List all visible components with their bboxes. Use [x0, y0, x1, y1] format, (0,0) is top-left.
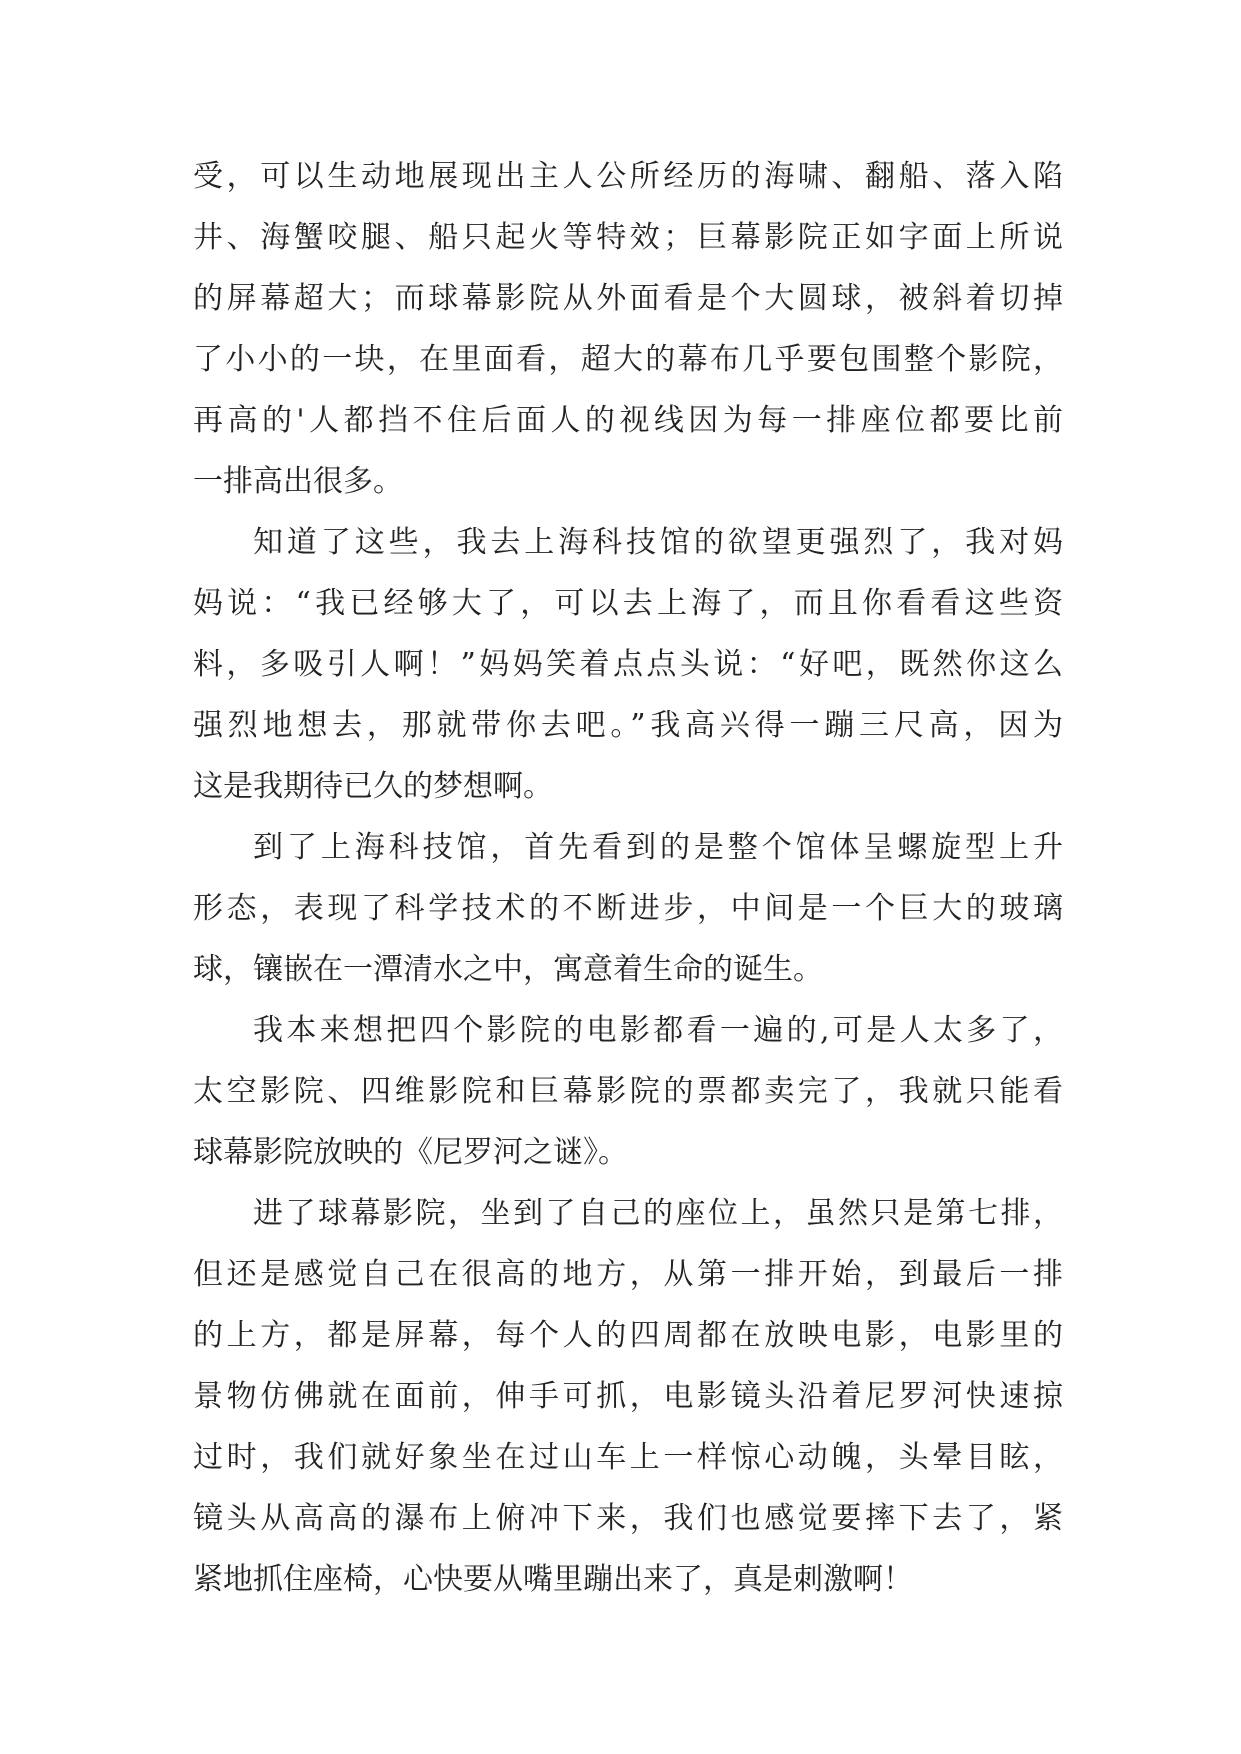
text-line: 紧地抓住座椅，心快要从嘴里蹦出来了，真是刺激啊！	[193, 1562, 913, 1597]
body-text	[193, 155, 1063, 1619]
text-line: 球，镶嵌在一潭清水之中，寓意着生命的诞生。	[193, 952, 823, 987]
paragraph-first-line: 到了上海科技馆，首先看到的是整个馆体呈螺旋型上升	[253, 830, 1063, 865]
text-line: 太空影院、四维影院和巨幕影院的票都卖完了，我就只能看	[193, 1074, 1063, 1109]
text-line: 的上方，都是屏幕，每个人的四周都在放映电影，电影里的	[193, 1318, 1063, 1353]
text-line: 强烈地想去，那就带你去吧。”我高兴得一蹦三尺高，因为	[193, 708, 1063, 743]
text-line: 但还是感觉自己在很高的地方，从第一排开始，到最后一排	[193, 1257, 1063, 1292]
paragraph-first-line: 进了球幕影院，坐到了自己的座位上，虽然只是第七排，	[253, 1196, 1063, 1231]
text-line: 镜头从高高的瀑布上俯冲下来，我们也感觉要摔下去了，紧	[193, 1501, 1063, 1536]
text-line: 料，多吸引人啊！”妈妈笑着点点头说：“好吧，既然你这么	[193, 647, 1063, 682]
text-line: 再高的'人都挡不住后面人的视线因为每一排座位都要比前	[193, 403, 1063, 438]
paragraph-first-line: 我本来想把四个影院的电影都看一遍的,可是人太多了，	[253, 1013, 1063, 1048]
text-line: 景物仿佛就在面前，伸手可抓，电影镜头沿着尼罗河快速掠	[193, 1379, 1063, 1414]
paragraph-first-line: 知道了这些，我去上海科技馆的欲望更强烈了，我对妈	[253, 525, 1063, 560]
text-line: 形态，表现了科学技术的不断进步，中间是一个巨大的玻璃	[193, 891, 1063, 926]
text-line: 过时，我们就好象坐在过山车上一样惊心动魄，头晕目眩，	[193, 1440, 1063, 1475]
text-line: 受，可以生动地展现出主人公所经历的海啸、翻船、落入陷	[193, 159, 1063, 194]
text-line: 妈说：“我已经够大了，可以去上海了，而且你看看这些资	[193, 586, 1063, 621]
text-line: 的屏幕超大；而球幕影院从外面看是个大圆球，被斜着切掉	[193, 281, 1063, 316]
text-line: 井、海蟹咬腿、船只起火等特效；巨幕影院正如字面上所说	[193, 220, 1063, 255]
text-line: 这是我期待已久的梦想啊。	[193, 769, 553, 804]
text-line: 了小小的一块，在里面看，超大的幕布几乎要包围整个影院，	[193, 342, 1063, 377]
text-line: 球幕影院放映的《尼罗河之谜》。	[193, 1135, 628, 1170]
text-line: 一排高出很多。	[193, 464, 403, 499]
